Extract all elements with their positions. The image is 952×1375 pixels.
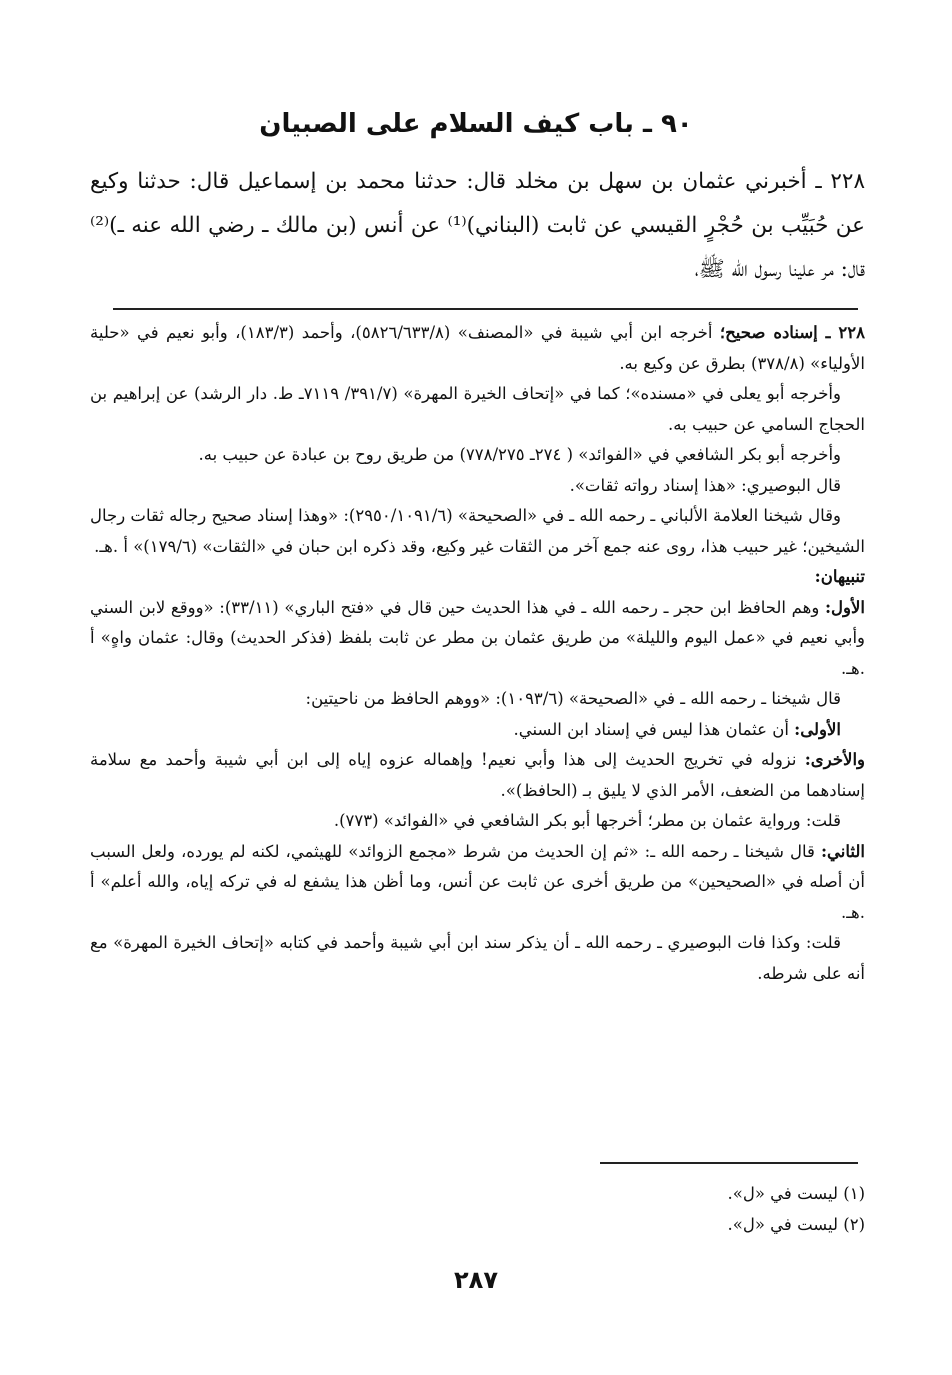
hadith-text <box>90 160 865 292</box>
note-paragraph-8: قال شيخنا ـ رحمه الله ـ في «الصحيحة» (١٠٩٣/٦): «ووهم الحافظ من ناحيتين: <box>305 689 841 708</box>
note-paragraph-13: قلت: وكذا فات البوصيري ـ رحمه الله ـ أن يذكر سند ابن أبي شيبة وأحمد في كتابه «إتحاف الخيرة المهرة» مع أنه على شرطه. <box>90 933 865 983</box>
footnotes <box>500 1178 865 1240</box>
note-paragraph-4: قال البوصيري: «هذا إسناد رواته ثقات». <box>569 475 841 495</box>
footnote-1: (١) ليست في «ل». <box>727 1184 865 1203</box>
page-number: ٢٨٧ <box>454 1266 498 1294</box>
note-paragraph-1: ٢٢٨ ـ إسناده صحيح؛ أخرجه ابن أبي شيبة في «المصنف» (٥٨٢٦/٦٣٣/٨)، وأحمد (١٨٣/٣)، وأبو نعيم في «حلية الأولياء» (٣٧٨/٨) بطرق عن وكيع به. <box>90 323 865 373</box>
note-paragraph-5: وقال شيخنا العلامة الألباني ـ رحمه الله ـ في «الصحيحة» (٢٩٥٠/١٠٩١/٦): «وهذا إسناد صحيح رجاله ثقات رجال الشيخين؛ غير حبيب هذا، روى عنه جمع آخر من الثقات غير وكيع، وقد ذكره ابن حبان في «الثقات» (١٧٩/٦)» أ .هـ. <box>90 506 865 556</box>
hadith-paragraph: ٢٢٨ ـ أخبرني عثمان بن سهل بن مخلد قال: حدثنا محمد بن إسماعيل قال: حدثنا وكيع عن حُبَيِّب بن حُجْرٍ القيسي عن ثابت (البناني)⁽¹⁾ عن أنس (بن مالك ـ رضي الله عنه ـ)⁽²⁾ قال: مر علينا رسول الله ﷺ، <box>90 169 865 282</box>
chapter-title: ٩٠ ـ باب كيف السلام على الصبيان <box>259 109 693 139</box>
note-paragraph-2: وأخرجه أبو يعلى في «مسنده»؛ كما في «إتحاف الخيرة المهرة» (٣٩١/٧/ ٧١١٩ـ ط. دار الرشد) عن إبراهيم بن الحجاج السامي عن حبيب به. <box>90 384 865 434</box>
note-paragraph-second: الثاني: قال شيخنا ـ رحمه الله ـ: «ثم إن الحديث من شرط «مجمع الزوائد» للهيثمي، لكنه لم يورده، ولعل السبب أن أصله في «الصحيحين» من طريق أخرى عن ثابت عن أنس، وما أظن هذا يشفع له في تركه إياه، والله أعلم» أ .هـ. <box>90 841 865 922</box>
footnote-separator <box>600 1162 858 1164</box>
note-paragraph-11: قلت: ورواية عثمان بن مطر؛ أخرجها أبو بكر الشافعي في «الفوائد» (٧٧٣). <box>333 811 841 830</box>
footnote-2: (٢) ليست في «ل». <box>727 1215 865 1234</box>
commentary <box>90 318 865 989</box>
note-heading: تنبيهان: <box>814 567 865 586</box>
note-paragraph-9: الأولى: أن عثمان هذا ليس في إسناد ابن السني. <box>513 719 841 739</box>
note-paragraph-10: والأخرى: نزوله في تخريج الحديث إلى هذا وأبي نعيم! وإهماله عزوه إياه إلى ابن أبي شيبة وأحمد مع سلامة إسنادهما من الضعف، الأمر الذي لا يليق بـ (الحافظ)». <box>90 750 865 800</box>
separator-line <box>113 308 858 310</box>
note-paragraph-first: الأول: وهم الحافظ ابن حجر ـ رحمه الله ـ في هذا الحديث حين قال في «فتح الباري» (٣٣/١١): «ووقع لابن السني وأبي نعيم في «عمل اليوم والليلة» من طريق عثمان بن مطر عن ثابت بلفظ (فذكر الحديث) وقال: عثمان واهٍ» أ .هـ. <box>90 597 865 678</box>
note-paragraph-3: وأخرجه أبو بكر الشافعي في «الفوائد» ( ٢٧٤ـ ٧٧٨/٢٧٥) من طريق روح بن عبادة عن حبيب به. <box>198 445 841 464</box>
